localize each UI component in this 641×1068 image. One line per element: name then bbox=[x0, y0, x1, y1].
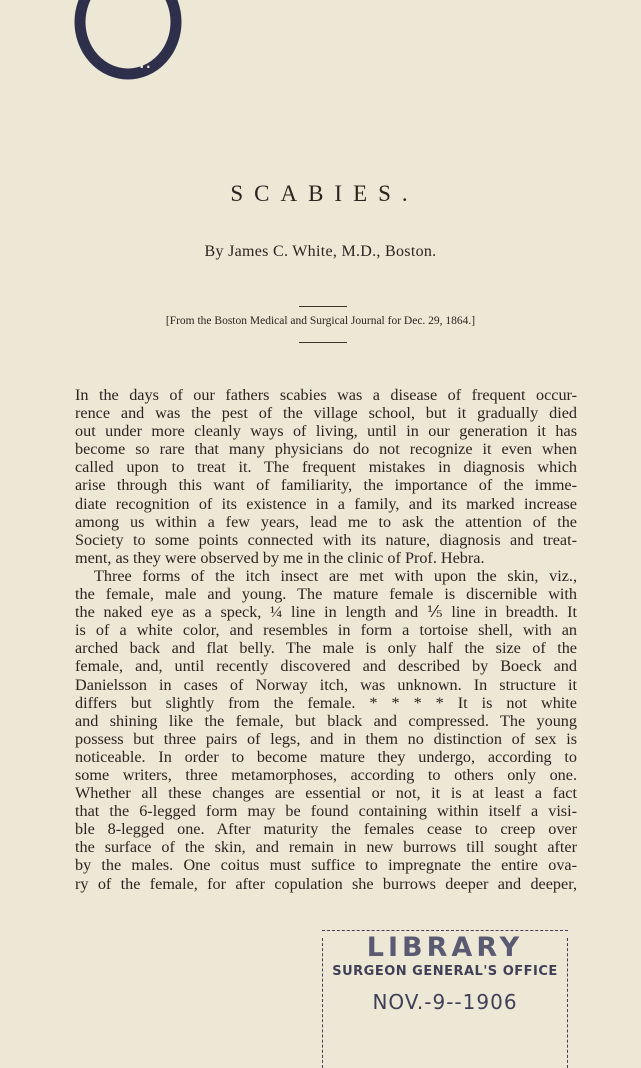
text-line: arched back and flat belly. The male is only half the size of the bbox=[75, 639, 577, 658]
library-date-stamp bbox=[322, 930, 568, 1068]
stamp-library-label: LIBRARY bbox=[366, 932, 524, 963]
text-line: the surface of the skin, and remain in new burrows till sought after bbox=[75, 838, 577, 857]
text-line: In the days of our fathers scabies was a disease of frequent occur- bbox=[75, 386, 577, 404]
divider-bottom bbox=[299, 342, 347, 343]
stamp-frame-top bbox=[322, 930, 568, 931]
text-line: ment, as they were observed by me in the clinic of Prof. Hebra. bbox=[75, 548, 485, 567]
stamp-office-label: SURGEON GENERAL'S OFFICE bbox=[332, 964, 558, 979]
text-line: Whether all these changes are essential or not, it is at least a fact bbox=[75, 784, 577, 803]
text-line: ry of the female, for after copulation she burrows deeper and deeper, bbox=[75, 874, 577, 893]
text-line: by the males. One coitus must suffice to impregnate the entire ova- bbox=[75, 856, 577, 875]
text-line: noticeable. In order to become mature they undergo, according to bbox=[75, 747, 577, 766]
article-title: SCABIES. bbox=[230, 181, 419, 206]
text-line: the female, male and young. The mature female is discernible with bbox=[75, 585, 577, 604]
text-line: rence and was the pest of the village school, but it gradually died bbox=[75, 404, 577, 423]
circle-stamp-letters: C. F. bbox=[122, 57, 151, 71]
author-byline: By James C. White, M.D., Boston. bbox=[204, 243, 437, 260]
text-line: possess but three pairs of legs, and in them no distinction of sex is bbox=[75, 729, 577, 748]
text-line: is of a white color, and resembles in form a tortoise shell, with an bbox=[75, 621, 577, 640]
text-line: that the 6-legged form may be found containing within itself a visi- bbox=[75, 802, 577, 821]
text-line: become so rare that many physicians do not recognize it even when bbox=[75, 440, 577, 459]
text-line: among us within a few years, lead me to ask the attention of the bbox=[75, 512, 577, 531]
text-line: and shining like the female, but black and compressed. The young bbox=[75, 711, 577, 730]
text-line: arise through this want of familiarity, the importance of the imme- bbox=[75, 476, 577, 495]
text-line: Society to some points connected with its nature, diagnosis and treat- bbox=[75, 530, 577, 549]
library-circle-stamp bbox=[70, 0, 185, 87]
divider-top bbox=[299, 306, 347, 307]
text-line: some writers, three metamorphoses, according to others only one. bbox=[75, 765, 577, 784]
text-line: the naked eye as a speck, ¼ line in length and ⅕ line in breadth. It bbox=[75, 603, 577, 622]
text-line: ble 8-legged one. After maturity the females cease to creep over bbox=[75, 820, 577, 839]
source-citation: [From the Boston Medical and Surgical Journal for Dec. 29, 1864.] bbox=[165, 315, 476, 327]
stamp-date: NOV.-9--1906 bbox=[372, 990, 518, 1014]
text-line: female, and, until recently discovered and described by Boeck and bbox=[75, 657, 577, 676]
text-line: differs but slightly from the female. * * * * It is not white bbox=[75, 693, 577, 712]
text-line: Danielsson in cases of Norway itch, was unknown. In structure it bbox=[75, 675, 577, 694]
text-line: called upon to treat it. The frequent mistakes in diagnosis which bbox=[75, 458, 577, 477]
article-body bbox=[75, 386, 577, 893]
text-line: diate recognition of its existence in a family, and its marked increase bbox=[75, 494, 577, 513]
text-line: Three forms of the itch insect are met with upon the skin, viz., bbox=[94, 566, 577, 585]
text-line: out under more cleanly ways of living, until in our generation it has bbox=[75, 422, 577, 441]
